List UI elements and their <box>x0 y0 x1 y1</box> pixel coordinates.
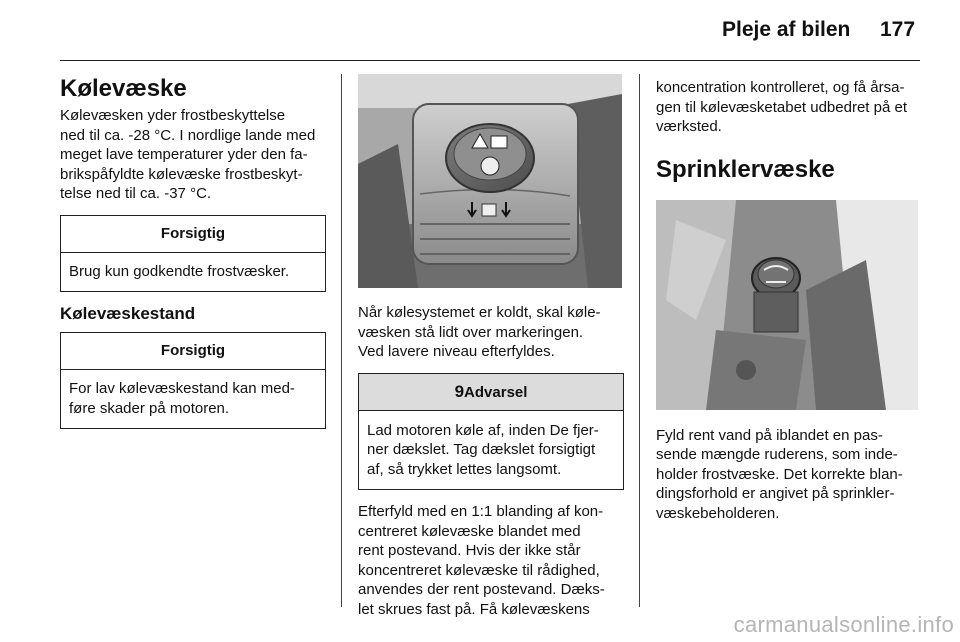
text-line: ned til ca. -28 °C. I nordlige lande med <box>60 126 316 144</box>
text-line: værksted. <box>656 118 722 135</box>
caution-title: Forsigtig <box>61 333 325 370</box>
text-line: Lad motoren køle af, inden De fjer- <box>367 421 599 439</box>
caution-text: Brug kun godkendte frostvæsker. <box>69 262 290 280</box>
text-line: Kølevæsken yder frostbeskyttelse <box>60 107 286 124</box>
text-line: væsken stå lidt over markeringen. <box>358 323 584 341</box>
warning-text <box>359 411 623 490</box>
text-line: centreret kølevæske blandet med <box>358 522 581 540</box>
coolant-reservoir-photo <box>358 74 622 288</box>
caution-title: Forsigtig <box>61 216 325 253</box>
column-middle <box>358 74 624 619</box>
watermark: carmanualsonline.info <box>733 612 954 637</box>
warning-box <box>358 373 624 491</box>
text-line: dingsforhold er angivet på sprinkler- <box>656 485 895 502</box>
column-divider-2 <box>639 74 640 607</box>
washer-fluid-photo <box>656 200 918 410</box>
text-line: føre skader på motoren. <box>69 399 230 417</box>
washer-reservoir-illustration <box>656 200 918 410</box>
text-line: ner dækslet. Tag dækslet forsigtigt <box>367 441 596 458</box>
text-line: koncentration kontrolleret, og få årsa- <box>656 79 905 96</box>
text-line: sende mængde ruderens, som inde- <box>656 446 898 463</box>
text-line: For lav kølevæskestand kan med- <box>69 380 295 397</box>
page-number: 177 <box>880 18 916 41</box>
coolant-reservoir-illustration <box>358 74 622 288</box>
text-line: væskebeholderen. <box>656 504 780 522</box>
warning-header <box>359 374 623 411</box>
text-line: koncentreret kølevæske til rådighed, <box>358 561 600 579</box>
text-line: af, så trykket lettes langsomt. <box>367 460 562 478</box>
warning-icon: 9 <box>454 381 465 401</box>
text-line: Fyld rent vand på iblandet en pas- <box>656 426 883 444</box>
text-line: gen til kølevæsketabet udbedret på et <box>656 98 907 116</box>
text-line: holder frostvæske. Det korrekte blan- <box>656 465 903 483</box>
continued-text <box>656 78 922 137</box>
column-left <box>60 74 326 429</box>
coolant-intro <box>60 106 326 204</box>
warning-title: Advarsel <box>464 383 528 401</box>
section-title: Pleje af bilen <box>722 18 851 41</box>
text-line: anvendes der rent postevand. Dæks- <box>358 581 605 598</box>
text-line: rent postevand. Hvis der ikke står <box>358 542 581 559</box>
text-line: let skrues fast på. Få kølevæskens <box>358 600 590 618</box>
text-line: Ved lavere niveau efterfyldes. <box>358 343 555 360</box>
caution-text <box>61 370 325 428</box>
subheading-coolant-level: Kølevæskestand <box>60 304 196 323</box>
coolant-level-text <box>358 303 624 362</box>
caution-box-antifreeze <box>60 215 326 293</box>
column-right <box>656 74 922 523</box>
text-line: meget lave temperaturer yder den fa- <box>60 146 308 163</box>
caution-box-coolant-level <box>60 332 326 429</box>
text-line: Når kølesystemet er koldt, skal køle- <box>358 304 601 321</box>
heading-washer-fluid: Sprinklervæske <box>656 155 835 183</box>
header-divider <box>60 60 920 61</box>
heading-coolant: Kølevæske <box>60 75 187 102</box>
refill-instructions <box>358 502 624 619</box>
text-line: telse ned til ca. -37 °C. <box>60 185 212 202</box>
text-line: Efterfyld med en 1:1 blanding af kon- <box>358 503 604 520</box>
text-line: brikspåfyldte kølevæske frostbeskyt- <box>60 165 303 183</box>
washer-fluid-text <box>656 426 922 524</box>
column-divider-1 <box>341 74 342 607</box>
